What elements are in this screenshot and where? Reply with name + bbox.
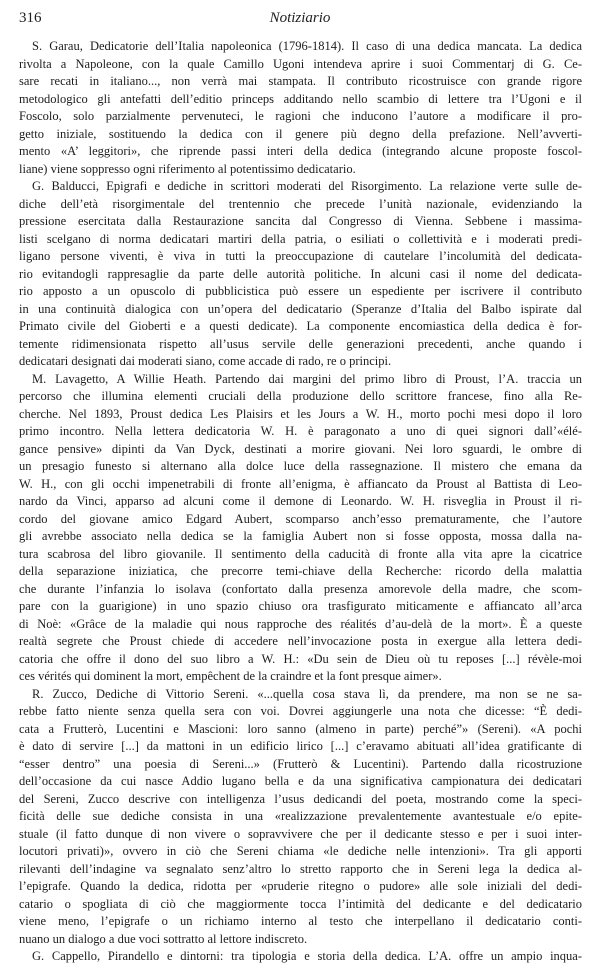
- text-line: che durante l’infanzia lo isolava (confortato dalla presenza amorevole della madre, che scom-: [19, 581, 582, 596]
- text-line: rivolta a Napoleone, con la quale Camillo Ugoni intendeva aprire i suoi Commentarj di G. Ce-: [19, 56, 582, 71]
- text-line: M. Lavagetto, A Willie Heath. Partendo dai margini del primo libro di Proust, l’A. traccia un: [32, 371, 582, 386]
- text-line: diche dell’età risorgimentale del trentennio che precede l’unità nazionale, evidenziando la: [19, 196, 582, 211]
- text-line: liane) viene soppresso ogni riferimento al potentissimo dedicatario.: [19, 161, 356, 176]
- text-line: della separazione iniziatica, che precorre temi-chiave della Recherche: ricordo della malattia: [19, 564, 582, 578]
- running-title: Notiziario: [269, 10, 331, 26]
- text-line: Primato civile del Gioberti e a questi dedicate). La componente encomiastica della dedica è for-: [19, 319, 582, 333]
- text-line: metodologico gli antefatti dell’editio princeps additando nello scambio di lettere tra l’Ugoni e il: [19, 91, 582, 106]
- text-line: cata a Frutterò, Lucentini e Mascioni: loro sanno (almeno in parte) perché”» (Sereni). «A pochi: [19, 721, 582, 736]
- text-line: G. Balducci, Epigrafi e dediche in scrittori moderati del Risorgimento. La relazione verte sulle de-: [32, 179, 582, 193]
- text-line: R. Zucco, Dediche di Vittorio Sereni. «...quella cosa stava lì, da prendere, ma non se ne sa-: [32, 686, 582, 701]
- text-line: rio apposto a un opuscolo di pubblicistica può essere un espediente per iscrivere il contributo: [19, 284, 582, 298]
- text-line: in una continuità dialogica con un’opera del dedicatario (Speranze d’Italia del Balbo ispirate dal: [19, 301, 582, 316]
- text-line: gli avrebbe associato nella dedica se la famiglia Aubert non si fosse opposta, mossa dalla na-: [19, 529, 582, 543]
- text-line: G. Cappello, Pirandello e dintorni: tra tipologia e storia della dedica. L’A. offre un ampio inqua-: [32, 949, 582, 963]
- text-line: temente ridimensionata rispetto all’usus servile delle generazioni precedenti, anche quando i: [19, 336, 582, 351]
- text-line: catario o spogliata di ciò che maggiormente tocca l’intimità del dedicante e del dedicatario: [19, 896, 582, 911]
- page-number: 316: [19, 10, 42, 26]
- text-line: locutori privati)», ovvero in ciò che Sereni chiama «le dediche nelle intenzioni». Tra gli apporti: [19, 844, 582, 858]
- text-line: ligano persone viventi, è viva in tutti la preoccupazione di cautelare l’incolumità del dedicata-: [19, 249, 582, 263]
- text-line: Foscolo, solo parzialmente pervenuteci, le ragioni che inducono l’autore a modificare il pro-: [19, 109, 582, 123]
- text-line: l’epigrafe. Quando la dedica, ridotta per «pruderie ritegno o pudore» alle sole iniziali del dedi-: [19, 879, 582, 893]
- text-line: nardo da Vinci, apparso ad alcuni come il demone di Leonardo. W. H. risveglia in Proust il ri-: [19, 494, 582, 508]
- text-line: un presagio funesto si alternano alla dolce luce della rassegnazione. Il mistero che emana da: [19, 459, 582, 473]
- text-line: catoria che offre il dono del suo libro a W. H.: «Du sein de Dieu où tu reposes [...] révèle-moi: [19, 651, 582, 666]
- page-header: [0, 6, 600, 32]
- text-line: percorso che illumina elementi cruciali della produzione dello scrittore francese, fino alla Re-: [19, 389, 582, 403]
- text-line: listi scelgano di norma dedicatari martiri della patria, o esiliati o collettività e i moderati predi-: [19, 231, 582, 246]
- text-line: ces vérités qui dominent la mort, empêchent de la craindre et la font presque aimer».: [19, 669, 442, 683]
- text-line: stuale (il fatto dunque di non vivere o sopravvivere che per il dedicante stesso e per i suoi inter-: [19, 826, 582, 841]
- text-line: S. Garau, Dedicatorie dell’Italia napoleonica (1796-1814). Il caso di una dedica mancata. La dedica: [32, 39, 582, 53]
- text-line: rilevanti dell’indagine va segnalato senz’altro lo stretto rapporto che in Sereni lega la dedica al-: [19, 861, 582, 876]
- text-line: ficità delle sue dediche consista in una «realizzazione prevalentemente avantestuale e/o epite-: [19, 809, 582, 823]
- text-line: è dato di servire [...] da mattoni in un edificio lirico [...] c’eravamo abituati all’idea gratificante di: [19, 739, 582, 753]
- text-line: nuano un dialogo a due voci sottratto al lettore indiscreto.: [19, 931, 308, 946]
- text-line: di Noè: «Grâce de la maladie qui nous rapproche des réalités d’au-delà de la mort». È a queste: [19, 616, 582, 631]
- text-line: getto iniziale, sostituendo la dedica con il genere più degno della prefazione. Nell’avverti-: [19, 126, 582, 141]
- text-line: rio evitandogli rappresaglie da parte delle autorità politiche. In alcuni casi il nome del dedicata-: [19, 266, 582, 281]
- text-line: viene meno, l’epigrafe o un richiamo interno al testo che interpellano il dedicatario conti-: [19, 914, 582, 928]
- text-line: tura scabrosa del libro giovanile. Il sentimento della caducità di fronte alla vita apre la cicatrice: [19, 546, 582, 561]
- text-line: primo incontro. Nella lettera dedicatoria W. H. è paragonato a uno di quei signori dall’«élé-: [19, 424, 582, 438]
- text-line: “esser dentro” una poesia di Sereni...» (Frutterò & Lucentini). Partendo dalla ricostruzione: [19, 756, 582, 771]
- text-line: dell’occasione da cui nasce Addio lugano bella e da una significativa campionatura dei dedicatari: [19, 774, 582, 788]
- text-line: W. H., con gli occhi impenetrabili di fronte all’enigma, è affiancato da Proust al Battista di Leo-: [19, 476, 582, 491]
- text-line: cordo del giovane amico Edgard Aubert, scomparso anch’esso prematuramente, che l’autore: [19, 511, 582, 526]
- text-line: gance pensive» dipinti da Van Dyck, destinati a morire giovani. Nei loro sguardi, le ombre di: [19, 441, 582, 456]
- text-line: sare recati in italiano..., non verrà mai stampata. Il contributo ricostruisce con grande rigore: [19, 74, 582, 88]
- text-line: realtà segrete che Proust chiede di accedere nell’invocazione posta in exergue alla lettera dedi-: [19, 634, 582, 648]
- text-line: del Sereni, Zucco descrive con intelligenza l’usus dedicandi del poeta, mostrando come la speci-: [19, 791, 582, 806]
- text-line: pressione esercitata dalla Restaurazione sancita dal Congresso di Vienna. Sebbene i massima-: [19, 214, 582, 228]
- text-line: rebbe fatto niente senza quella sera con voi. Dovrei aggiungerle una nota che dicesse: “È dedi-: [19, 704, 582, 718]
- text-line: dedicatari designati dai moderati siano, come accade di rado, re o principi.: [19, 354, 392, 368]
- text-line: cherche. Nel 1893, Proust dedica Les Plaisirs et les Jours a W. H., morto pochi mesi dopo il loro: [19, 406, 582, 421]
- text-line: mento «A’ leggitori», che riprende passi interi della dedica (integrando alcune proposte foscol-: [19, 144, 582, 158]
- text-line: pare con la guarigione) in uno spazio chiuso ora trasfigurato miticamente e affiancato all’arca: [19, 599, 582, 613]
- body-text: [19, 38, 582, 966]
